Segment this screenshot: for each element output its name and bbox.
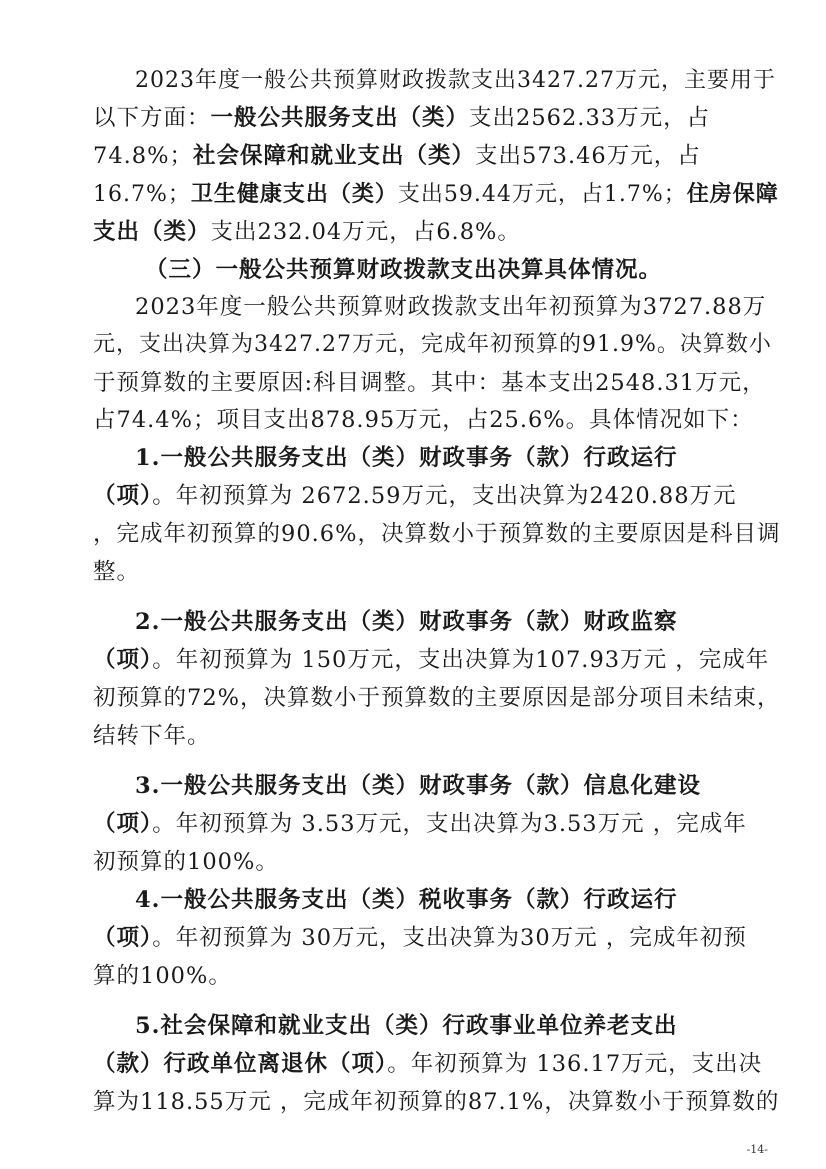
bold-text-segment: 一般公共服务支出（类） — [210, 105, 470, 131]
text-line — [135, 66, 776, 96]
text-line — [135, 443, 678, 473]
text-segment: 。年初预算为 30万元，支出决算为30万元 ，完成年初预 — [152, 925, 747, 951]
bold-text-segment: 社会保障和就业支出（类） — [192, 143, 475, 169]
text-line — [93, 961, 232, 991]
text-segment: 。年初预算为 3.53万元，支出决算为3.53万元 ，完成年 — [152, 811, 747, 837]
text-line — [93, 847, 279, 877]
text-line — [135, 607, 678, 637]
text-line — [93, 1087, 779, 1117]
bold-text-segment: 1.一般公共服务支出（类）财政事务（款）行政运行 — [135, 445, 678, 471]
bold-text-segment: （项） — [93, 925, 153, 951]
text-line — [93, 103, 710, 133]
text-line — [93, 645, 769, 675]
text-segment: 支出232.04万元，占6.8%。 — [210, 219, 521, 245]
text-segment: 算的100%。 — [93, 963, 232, 989]
text-line — [93, 721, 211, 751]
bold-text-segment: 5.社会保障和就业支出（类）行政事业单位养老支出 — [135, 1013, 678, 1039]
page-number: -14- — [746, 1143, 768, 1156]
text-segment: 。年初预算为 136.17万元，支出决 — [387, 1051, 763, 1077]
text-line — [135, 1011, 678, 1041]
text-segment: 占74.4%；项目支出878.95万元，占25.6%。具体情况如下： — [93, 407, 754, 433]
bold-text-segment: 卫生健康支出（类） — [190, 181, 398, 207]
text-segment: 结转下年。 — [93, 723, 211, 749]
bold-text-segment: 2.一般公共服务支出（类）财政事务（款）财政监察 — [135, 609, 678, 635]
text-line — [93, 179, 779, 210]
text-segment: 初预算的72%，决算数小于预算数的主要原因是部分项目未结束， — [93, 685, 781, 711]
text-line — [93, 405, 754, 435]
text-segment: 以下方面： — [93, 105, 211, 131]
text-segment: 。年初预算为 2672.59万元，支出决算为2420.88万元 — [152, 483, 737, 509]
text-line — [93, 923, 747, 953]
text-line — [93, 809, 747, 839]
bold-text-segment: （三）一般公共预算财政拨款支出决算具体情况。 — [145, 257, 663, 283]
text-line — [135, 771, 701, 801]
text-line — [93, 330, 772, 360]
text-segment: 16.7%； — [93, 182, 191, 207]
text-segment: 。年初预算为 150万元，支出决算为107.93万元 ，完成年 — [152, 647, 770, 673]
bold-text-segment: 3.一般公共服务支出（类）财政事务（款）信息化建设 — [135, 773, 701, 799]
text-segment: 支出59.44万元，占1.7%； — [397, 182, 687, 207]
text-line — [93, 1049, 762, 1079]
text-segment: 元，支出决算为3427.27万元，完成年初预算的91.9%。决算数小 — [93, 332, 772, 357]
text-segment: 于预算数的主要原因:科目调整。其中：基本支出2548.31万元， — [93, 370, 766, 396]
text-line — [93, 368, 766, 398]
bold-text-segment: （项） — [93, 483, 153, 509]
text-segment: 整。 — [93, 559, 141, 585]
bold-text-segment: （项） — [93, 647, 153, 673]
text-segment: 支出573.46万元，占 — [475, 143, 701, 169]
bold-text-segment: （项） — [93, 811, 153, 837]
text-line — [93, 519, 780, 549]
bold-text-segment: （款）行政单位离退休（项） — [93, 1051, 388, 1077]
text-line — [93, 141, 701, 171]
bold-text-segment: 4.一般公共服务支出（类）税收事务（款）行政运行 — [135, 887, 678, 913]
text-line — [93, 481, 737, 511]
text-segment: 74.8%； — [93, 143, 193, 169]
bold-text-segment: 支出（类） — [93, 219, 211, 245]
text-line — [93, 217, 521, 247]
text-segment: 初预算的100%。 — [93, 849, 279, 875]
text-segment: ，完成年初预算的90.6%，决算数小于预算数的主要原因是科目调 — [93, 521, 781, 547]
text-line — [135, 292, 766, 322]
text-line — [135, 885, 678, 915]
text-line — [93, 683, 781, 713]
text-segment: 2023年度一般公共预算财政拨款支出年初预算为3727.88万 — [135, 294, 767, 320]
text-line — [93, 557, 140, 587]
text-segment: 2023年度一般公共预算财政拨款支出3427.27万元，主要用于 — [135, 68, 776, 93]
text-line — [145, 255, 662, 285]
text-segment: 支出2562.33万元，占 — [469, 105, 711, 131]
text-segment: 算为118.55万元 ，完成年初预算的87.1%，决算数小于预算数的 — [93, 1089, 780, 1115]
bold-text-segment: 住房保障 — [686, 181, 779, 207]
